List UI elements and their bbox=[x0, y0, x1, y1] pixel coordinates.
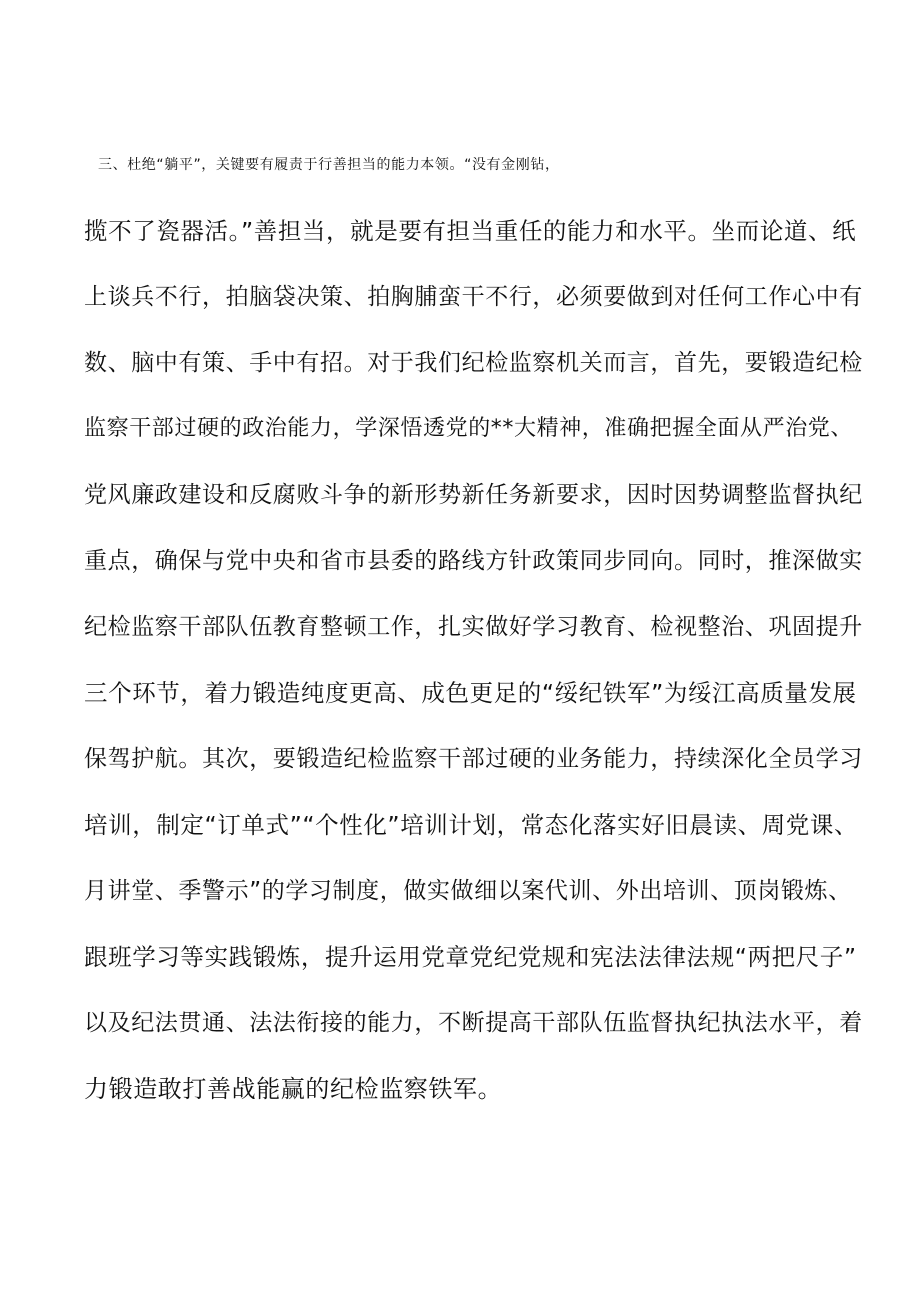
paragraph-line: 上谈兵不行，拍脑袋决策、拍胸脯蛮干不行，必须要做到对任何工作心中有 bbox=[84, 284, 863, 310]
paragraph-line: 纪检监察干部队伍教育整顿工作，扎实做好学习教育、检视整治、巩固提升 bbox=[84, 614, 863, 640]
paragraph-line: 党风廉政建设和反腐败斗争的新形势新任务新要求，因时因势调整监督执纪 bbox=[84, 482, 863, 508]
paragraph-line: 数、脑中有策、手中有招。对于我们纪检监察机关而言，首先，要锻造纪检 bbox=[84, 350, 863, 376]
paragraph-line: 以及纪法贯通、法法衔接的能力，不断提高干部队伍监督执纪执法水平，着 bbox=[84, 1010, 863, 1036]
paragraph-line: 月讲堂、季警示”的学习制度，做实做细以案代训、外出培训、顶岗锻炼、 bbox=[84, 878, 852, 904]
paragraph-line: 保驾护航。其次，要锻造纪检监察干部过硬的业务能力，持续深化全员学习 bbox=[84, 746, 863, 772]
paragraph-line: 三个环节，着力锻造纯度更高、成色更足的“绥纪铁军”为绥江高质量发展 bbox=[84, 679, 857, 707]
paragraph-line: 培训，制定“订单式”“个性化”培训计划，常态化落实好旧晨读、周党课、 bbox=[84, 811, 859, 839]
paragraph-line: 重点，确保与党中央和省市县委的路线方针政策同步同向。同时，推深做实 bbox=[84, 548, 863, 574]
paragraph-line: 力锻造敢打善战能赢的纪检监察铁军。 bbox=[84, 1075, 503, 1103]
paragraph-line: 揽不了瓷器活。”善担当，就是要有担当重任的能力和水平。坐而论道、纸 bbox=[84, 217, 857, 245]
paragraph-line: 跟班学习等实践锻炼，提升运用党章党纪党规和宪法法律法规“两把尺子” bbox=[84, 943, 857, 971]
paragraph-line: 三、杜绝“躺平”，关键要有履责于行善担当的能力本领。“没有金刚钻， bbox=[98, 157, 560, 173]
paragraph-line: 监察干部过硬的政治能力，学深悟透党的**大精神，准确把握全面从严治党、 bbox=[84, 416, 854, 441]
